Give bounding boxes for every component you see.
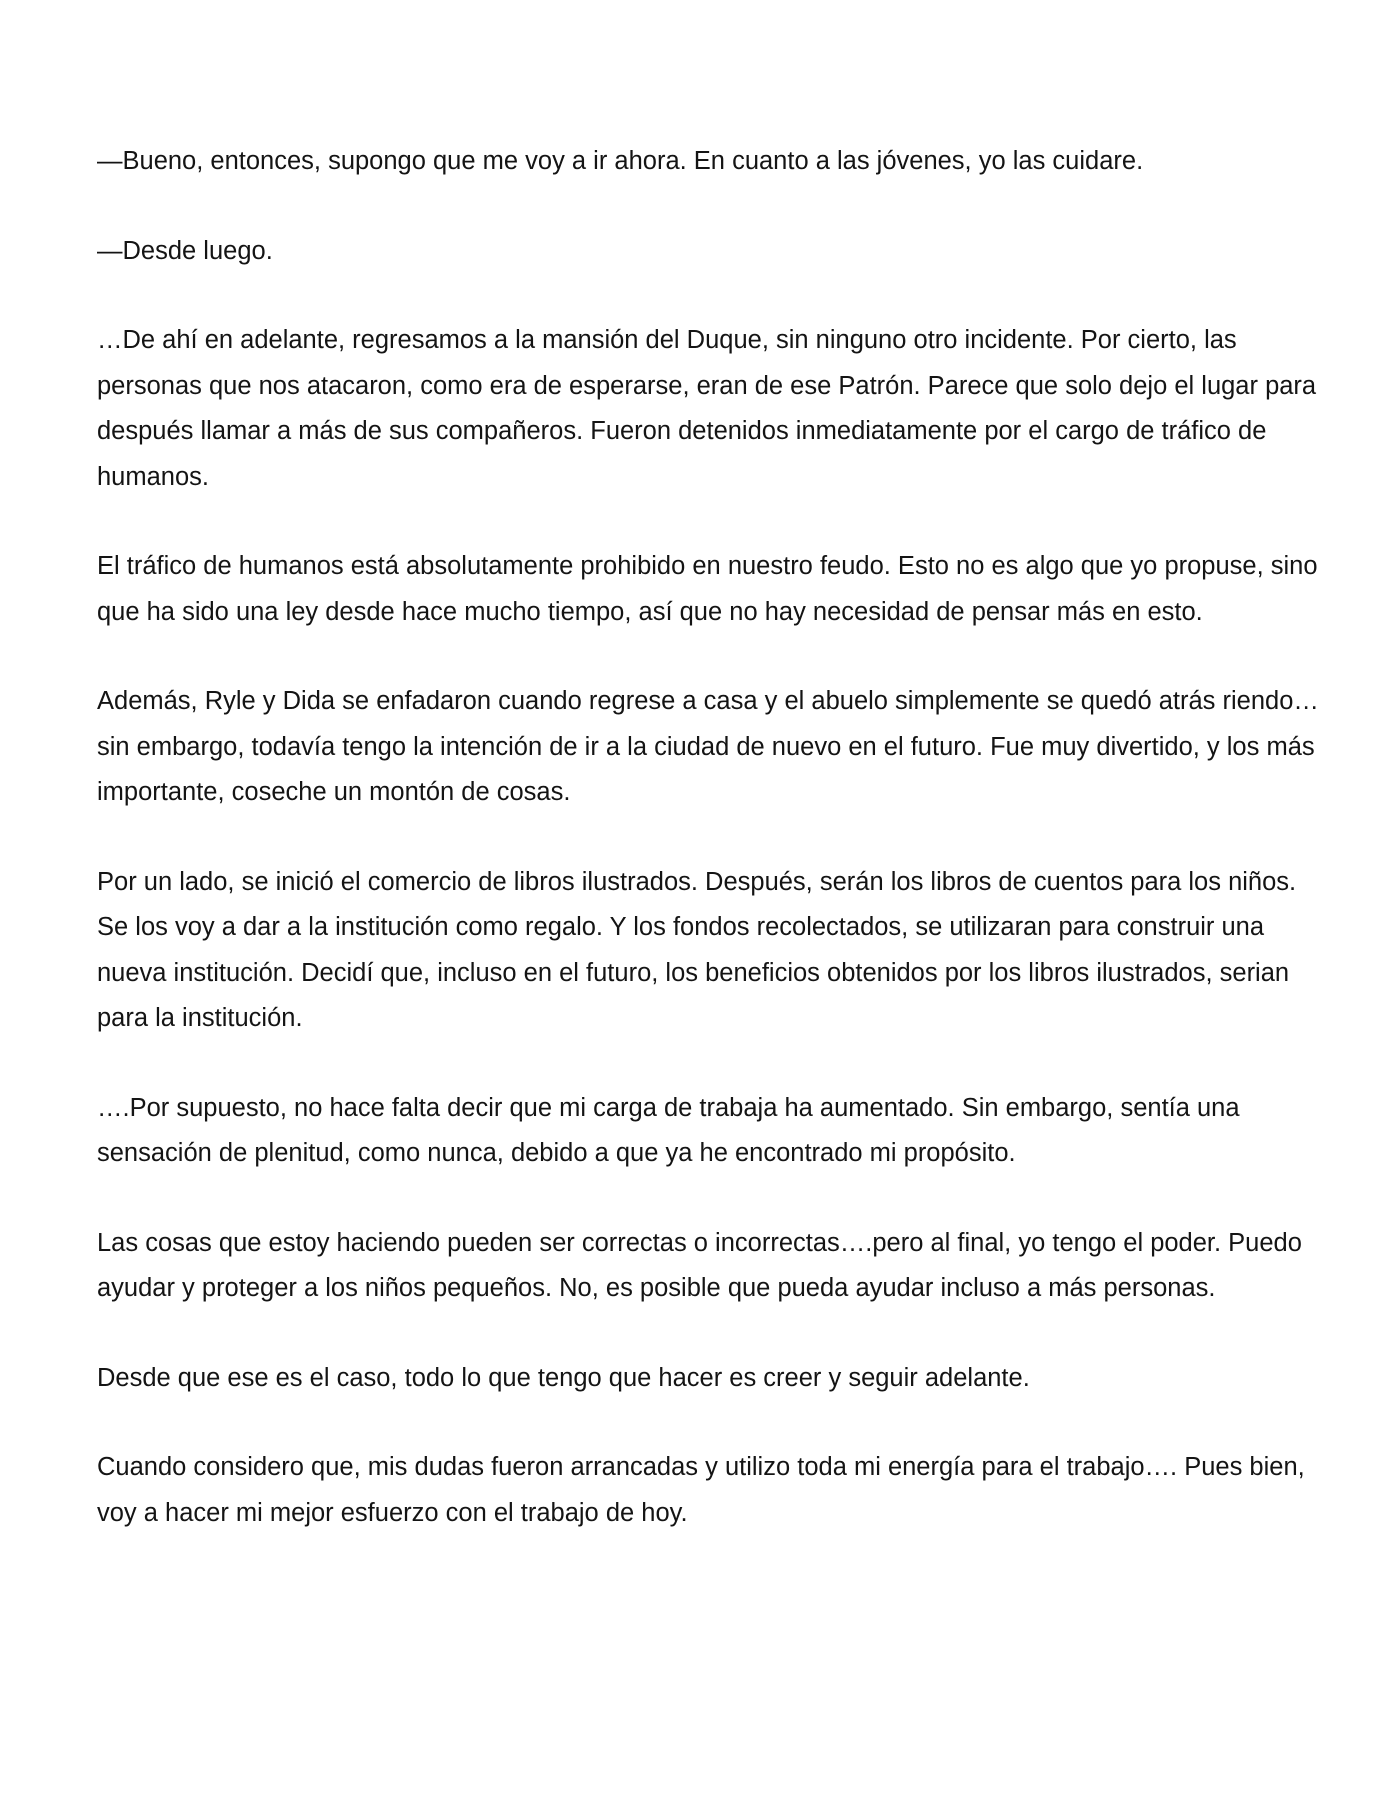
paragraph-ryle-and-dida: Además, Ryle y Dida se enfadaron cuando regrese a casa y el abuelo simplemente se quedó atrás riendo…sin embargo, todavía tengo la intención de ir a la ciudad de nuevo en el futuro. Fue muy divertido, y los más importante, coseche un montón de cosas. [97,687,1319,806]
dialogue-line-1: —Bueno, entonces, supongo que me voy a ir ahora. En cuanto a las jóvenes, yo las cuidare. [97,147,1144,175]
paragraph-return-to-mansion: …De ahí en adelante, regresamos a la mansión del Duque, sin ninguno otro incidente. Por cierto, las personas que nos atacaron, como era de esperarse, eran de ese Patrón. Parece que solo dejo el lugar para después llamar a más de sus compañeros. Fueron detenidos inmediatamente por el cargo de tráfico de humanos. [97,326,1317,491]
paragraph-workload: ….Por supuesto, no hace falta decir que mi carga de trabaja ha aumentado. Sin embargo, sentía una sensación de plenitud, como nunca, debido a que ya he encontrado mi propósito. [97,1093,1240,1167]
document-page [97,139,1322,1580]
paragraph-human-trafficking-law: El tráfico de humanos está absolutamente prohibido en nuestro feudo. Esto no es algo que yo propuse, sino que ha sido una ley desde hace mucho tiempo, así que no hay necesidad de pensar más en esto. [97,552,1318,626]
paragraph-illustrated-books: Por un lado, se inició el comercio de libros ilustrados. Después, serán los libros de cuentos para los niños. Se los voy a dar a la institución como regalo. Y los fondos recolectados, se utilizaran para construir una nueva institución. Decidí que, incluso en el futuro, los beneficios obtenidos por los libros ilustrados, serian para la institución. [97,867,1297,1032]
paragraph-closing: Cuando considero que, mis dudas fueron arrancadas y utilizo toda mi energía para el trabajo…. Pues bien, voy a hacer mi mejor esfuerzo con el trabajo de hoy. [97,1453,1305,1527]
paragraph-move-forward: Desde que ese es el caso, todo lo que tengo que hacer es creer y seguir adelante. [97,1363,1030,1392]
paragraph-power-to-help: Las cosas que estoy haciendo pueden ser correctas o incorrectas….pero al final, yo tengo el poder. Puedo ayudar y proteger a los niños pequeños. No, es posible que pueda ayudar incluso a más personas. [97,1228,1302,1302]
dialogue-line-2: —Desde luego. [97,236,273,265]
